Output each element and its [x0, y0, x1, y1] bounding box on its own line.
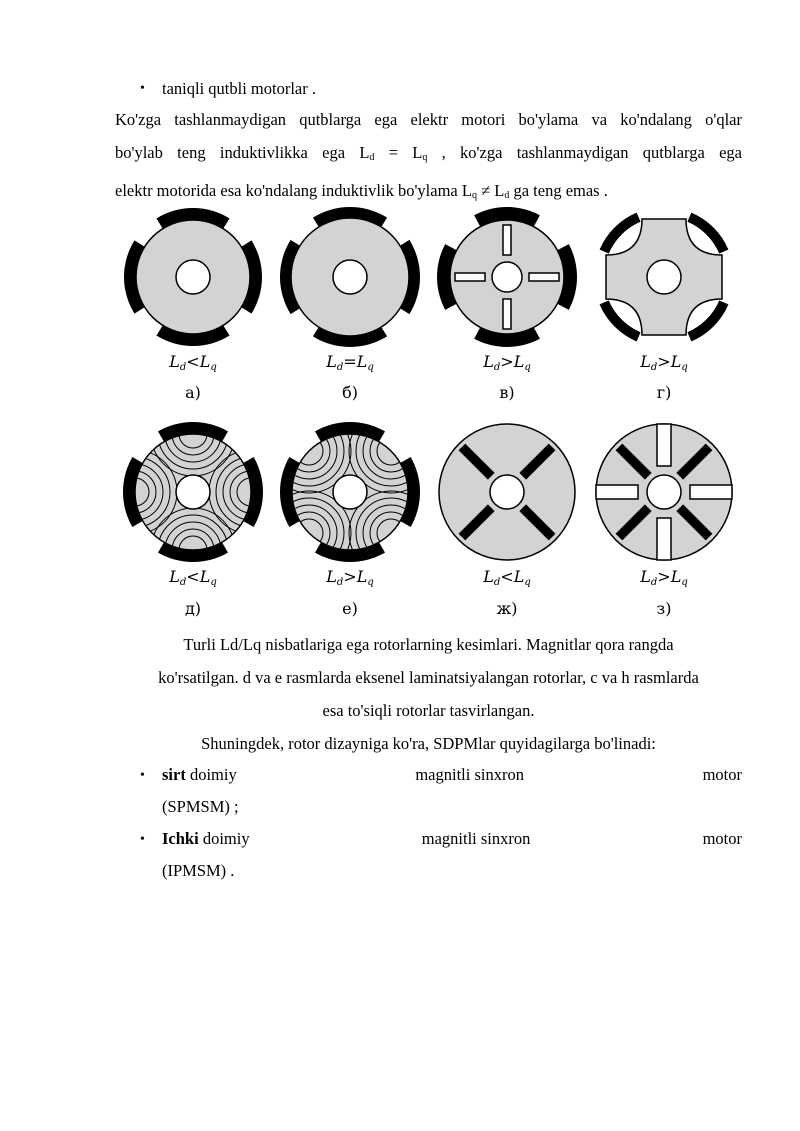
panel-letter-label: в): [499, 383, 515, 402]
inductance-relation-label: Ld>Lq: [640, 352, 688, 373]
list-item: Ichki doimiy magnitli sinxron motor: [162, 829, 742, 848]
inductance-relation-label: Ld>Lq: [326, 567, 374, 588]
flux-barrier: [529, 273, 559, 281]
flux-barrier: [503, 299, 511, 329]
shaft-hole: [333, 260, 367, 294]
flux-barrier: [657, 424, 671, 466]
panel-letter-label: з): [656, 599, 672, 618]
inductance-relation-label: Ld>Lq: [483, 352, 531, 373]
caption-line: esa to'siqli rotorlar tasvirlangan.: [322, 701, 535, 720]
shaft-hole: [176, 475, 210, 509]
paragraph-line: Ko'zga tashlanmaydigan qutblarga ega elektr motori bo'ylama va ko'ndalang o'qlar: [115, 110, 742, 129]
panel-letter-label: е): [342, 599, 358, 618]
flux-barrier: [596, 485, 638, 499]
shaft-hole: [647, 260, 681, 294]
caption-line: Turli Ld/Lq nisbatlariga ega rotorlarning kesimlari. Magnitlar qora rangda: [183, 635, 674, 654]
panel-letter-label: б): [342, 383, 358, 402]
shaft-hole: [647, 475, 681, 509]
bullet-marker: •: [140, 832, 145, 847]
rotor-cross-sections-figure: [115, 205, 742, 620]
panel-letter-label: ж): [496, 599, 518, 618]
panel-letter-label: а): [185, 383, 201, 402]
inductance-relation-label: Ld<Lq: [483, 567, 531, 588]
bullet-marker: •: [140, 768, 145, 783]
flux-barrier: [690, 485, 732, 499]
paragraph-line: bo'ylab teng induktivlikka ega $L_d = L_q$ , ko'zga tashlanmaydigan qutblarga ega: [115, 143, 742, 163]
panel-letter-label: г): [656, 383, 672, 402]
body-paragraph: [115, 103, 742, 212]
inductance-relation-label: Ld<Lq: [169, 567, 217, 588]
caption-line: ko'rsatilgan. d va e rasmlarda eksenel laminatsiyalangan rotorlar, c va h rasmlarda: [158, 668, 699, 687]
bullet-marker: •: [140, 81, 145, 96]
panel-letter-label: д): [184, 599, 202, 618]
paragraph-line: elektr motorida esa ko'ndalang induktivlik bo'ylama $L_q \ne L_d$ ga teng emas .: [115, 181, 608, 201]
flux-barrier: [657, 518, 671, 560]
shaft-hole: [490, 475, 524, 509]
shaft-hole: [176, 260, 210, 294]
figure-caption: [115, 628, 742, 727]
bullet-text: taniqli qutbli motorlar .: [162, 79, 316, 98]
list-item-continued: (SPMSM) ;: [162, 797, 239, 816]
flux-barrier: [503, 225, 511, 255]
intro-line: Shuningdek, rotor dizayniga ko'ra, SDPMlar quyidagilarga bo'linadi:: [201, 734, 656, 753]
inductance-relation-label: Ld<Lq: [169, 352, 217, 373]
rotor-diagram: [115, 205, 742, 620]
flux-barrier: [455, 273, 485, 281]
inductance-relation-label: Ld>Lq: [640, 567, 688, 588]
list-item-continued: (IPMSM) .: [162, 861, 235, 880]
shaft-hole: [333, 475, 367, 509]
list-item: sirt doimiy magnitli sinxron motor: [162, 765, 742, 784]
shaft-hole: [492, 262, 522, 292]
inductance-relation-label: Ld=Lq: [326, 352, 374, 373]
